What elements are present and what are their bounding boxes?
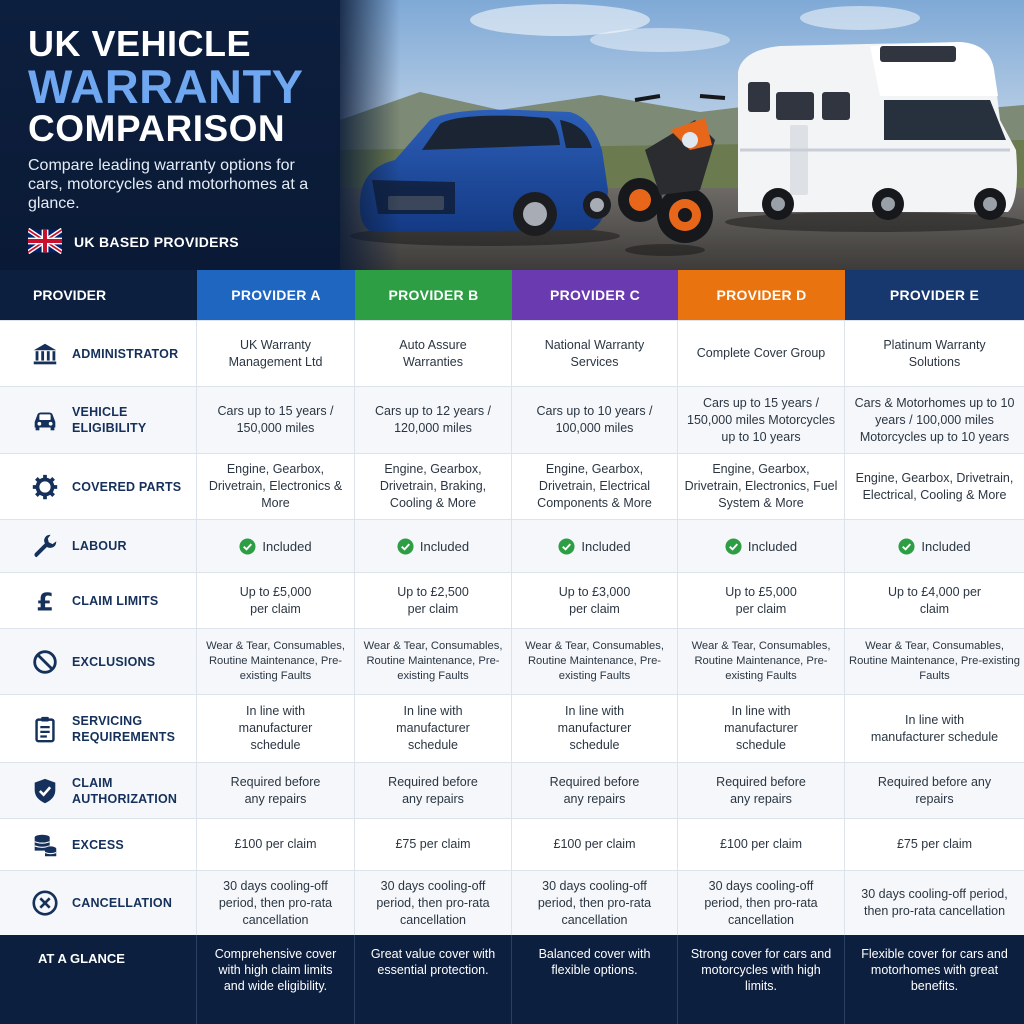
check-circle-icon [397,538,414,555]
included-indicator [558,538,630,555]
row-label-cell [0,819,197,870]
cell-administrator-provider-a: UK Warranty Management Ltd [197,321,355,386]
cell-servicing-requirements-provider-c: In line with manufacturer schedule [512,695,678,762]
included-text: Included [581,538,631,554]
row-label: EXCESS [72,837,124,852]
cell-cancellation-provider-b: 30 days cooling-off period, then pro-rata cancellation [355,871,512,935]
table-row-excess [0,818,1024,870]
cell-labour-provider-c [512,520,678,572]
header-provider-a: PROVIDER A [197,270,355,320]
header-provider-b: PROVIDER B [355,270,512,320]
cell-exclusions-provider-a: Wear & Tear, Consumables, Routine Maintenance, Pre-existing Faults [197,629,355,694]
cell-excess-provider-e: £75 per claim [896,837,973,851]
table-header-row [0,270,1024,320]
table-row-claim-limits [0,572,1024,628]
cell-administrator-provider-d: Complete Cover Group [678,321,845,386]
cell-exclusions-provider-c: Wear & Tear, Consumables, Routine Maintenance, Pre-existing Faults [512,629,678,694]
cell-covered-parts-provider-c: Engine, Gearbox, Drivetrain, Electrical Components & More [512,454,678,519]
table-row-claim-authorization [0,762,1024,818]
row-label: COVERED PARTS [72,479,182,494]
cell-servicing-requirements-provider-d: In line with manufacturer schedule [678,695,845,762]
glance-summary-provider-b: Great value cover with essential protection. [355,935,512,1024]
check-circle-icon [239,538,256,555]
cell-covered-parts-provider-b: Engine, Gearbox, Drivetrain, Braking, Cooling & More [355,454,512,519]
included-indicator [397,538,469,555]
cell-excess-provider-c: £100 per claim [512,819,678,870]
at-a-glance-label: AT A GLANCE [0,935,197,1024]
row-label: SERVICING REQUIREMENTS [72,713,176,744]
cell-excess-provider-d: £100 per claim [678,819,845,870]
hero-banner [0,0,1024,270]
check-circle-icon [725,538,742,555]
header-provider-e: PROVIDER E [845,270,1024,320]
svg-text:£: £ [36,586,54,616]
table-row-vehicle-eligibility [0,386,1024,453]
page-title-line-2: WARRANTY [28,60,304,113]
cell-claim-authorization-provider-c: Required before any repairs [512,763,678,818]
cell-labour-provider-e [845,520,1024,572]
cancel-circle-icon [28,886,62,920]
row-label-cell [0,629,197,694]
cell-vehicle-eligibility-provider-a: Cars up to 15 years / 150,000 miles [197,387,355,453]
at-a-glance-row [0,935,1024,1024]
row-label: ADMINISTRATOR [72,346,179,361]
cell-claim-limits-provider-b: Up to £2,500 per claim [355,573,512,628]
row-label: CANCELLATION [72,896,173,910]
table-row-servicing-requirements [0,694,1024,762]
row-label-cell [0,763,197,818]
cell-claim-limits-provider-a: Up to £5,000 per claim [197,573,355,628]
table-row-exclusions [0,628,1024,694]
cell-administrator-provider-e: Platinum Warranty Solutions [883,337,986,369]
wrench-icon [28,529,62,563]
glance-summary-provider-e: Flexible cover for cars and motorhomes with great benefits. [861,947,1008,993]
cell-servicing-requirements-provider-e: In line with manufacturer schedule [870,712,999,744]
check-circle-icon [898,538,915,555]
table-row-labour [0,519,1024,572]
row-label-cell [0,695,197,762]
cell-claim-authorization-provider-a: Required before any repairs [197,763,355,818]
cell-vehicle-eligibility-provider-e: Cars & Motorhomes up to 10 years / 100,000 miles Motorcycles up to 10 years [845,387,1024,453]
car-icon [28,403,62,437]
cell-vehicle-eligibility-provider-b: Cars up to 12 years / 120,000 miles [355,387,512,453]
header-provider-c: PROVIDER C [512,270,678,320]
row-label-cell [0,871,197,935]
cell-labour-provider-d [678,520,845,572]
row-label: VEHICLE ELIGIBILITY [72,405,147,435]
pound-icon [28,584,62,618]
prohibited-icon [28,645,62,679]
uk-based-badge: UK BASED PROVIDERS [74,234,239,250]
cell-servicing-requirements-provider-a: In line with manufacturer schedule [197,695,355,762]
table-row-covered-parts [0,453,1024,519]
cell-covered-parts-provider-d: Engine, Gearbox, Drivetrain, Electronics, Fuel System & More [678,454,845,519]
cell-covered-parts-provider-a: Engine, Gearbox, Drivetrain, Electronics & More [197,454,355,519]
clipboard-icon [28,712,62,746]
glance-summary-provider-a: Comprehensive cover with high claim limits and wide eligibility. [197,935,355,1024]
table-row-administrator [0,320,1024,386]
row-label: CLAIM LIMITS [72,593,159,608]
row-label: LABOUR [72,539,127,553]
row-label: CLAIM AUTHORIZATION [72,775,178,806]
glance-summary-provider-c: Balanced cover with flexible options. [512,935,678,1024]
cell-cancellation-provider-c: 30 days cooling-off period, then pro-rata cancellation [512,871,678,935]
cell-claim-limits-provider-d: Up to £5,000 per claim [678,573,845,628]
cell-administrator-provider-c: National Warranty Services [512,321,678,386]
cell-claim-limits-provider-c: Up to £3,000 per claim [512,573,678,628]
row-label-cell [0,454,197,519]
table-row-cancellation [0,870,1024,935]
cell-covered-parts-provider-e: Engine, Gearbox, Drivetrain, Electrical, Cooling & More [855,470,1014,502]
bank-icon [28,337,62,371]
page-subtitle: Compare leading warranty options for cars, motorcycles and motorhomes at a glance. [28,157,309,212]
cell-cancellation-provider-a: 30 days cooling-off period, then pro-rata cancellation [197,871,355,935]
cell-labour-provider-b [355,520,512,572]
header-provider-d: PROVIDER D [678,270,845,320]
cell-claim-authorization-provider-e: Required before any repairs [845,763,1024,818]
cell-vehicle-eligibility-provider-c: Cars up to 10 years / 100,000 miles [512,387,678,453]
included-indicator [725,538,797,555]
cell-administrator-provider-b: Auto Assure Warranties [355,321,512,386]
included-indicator [898,538,970,555]
included-text: Included [262,538,312,554]
included-indicator [239,538,311,555]
cell-excess-provider-b: £75 per claim [355,819,512,870]
page-title-line-3: COMPARISON [28,108,286,149]
cell-vehicle-eligibility-provider-d: Cars up to 15 years / 150,000 miles Motorcycles up to 10 years [678,387,845,453]
check-circle-icon [558,538,575,555]
cell-cancellation-provider-d: 30 days cooling-off period, then pro-rata cancellation [678,871,845,935]
cell-claim-authorization-provider-d: Required before any repairs [678,763,845,818]
row-label-cell [0,387,197,453]
comparison-table [0,270,1024,1024]
cell-exclusions-provider-e: Wear & Tear, Consumables, Routine Maintenance, Pre-existing Faults [845,629,1024,694]
cell-cancellation-provider-e: 30 days cooling-off period, then pro-rata cancellation [845,871,1024,935]
page-title-line-1: UK VEHICLE [28,23,252,64]
cell-claim-limits-provider-e: Up to £4,000 per claim [887,584,982,616]
motorhome-illustration [725,42,1024,232]
cell-claim-authorization-provider-b: Required before any repairs [355,763,512,818]
glance-summary-provider-d: Strong cover for cars and motorcycles with high limits. [678,935,845,1024]
included-text: Included [747,538,798,554]
cell-servicing-requirements-provider-b: In line with manufacturer schedule [355,695,512,762]
gear-icon [28,470,62,504]
header-provider-label: PROVIDER [0,270,197,320]
row-label-cell [0,321,197,386]
row-label-cell [0,573,197,628]
included-text: Included [419,538,470,554]
cell-exclusions-provider-b: Wear & Tear, Consumables, Routine Maintenance, Pre-existing Faults [355,629,512,694]
shield-check-icon [28,774,62,808]
included-text: Included [921,538,971,554]
uk-flag-icon [28,228,62,254]
row-label: EXCLUSIONS [72,654,156,669]
cell-labour-provider-a [197,520,355,572]
row-label-cell [0,520,197,572]
coins-icon [28,828,62,862]
cell-exclusions-provider-d: Wear & Tear, Consumables, Routine Maintenance, Pre-existing Faults [678,629,845,694]
cell-excess-provider-a: £100 per claim [197,819,355,870]
